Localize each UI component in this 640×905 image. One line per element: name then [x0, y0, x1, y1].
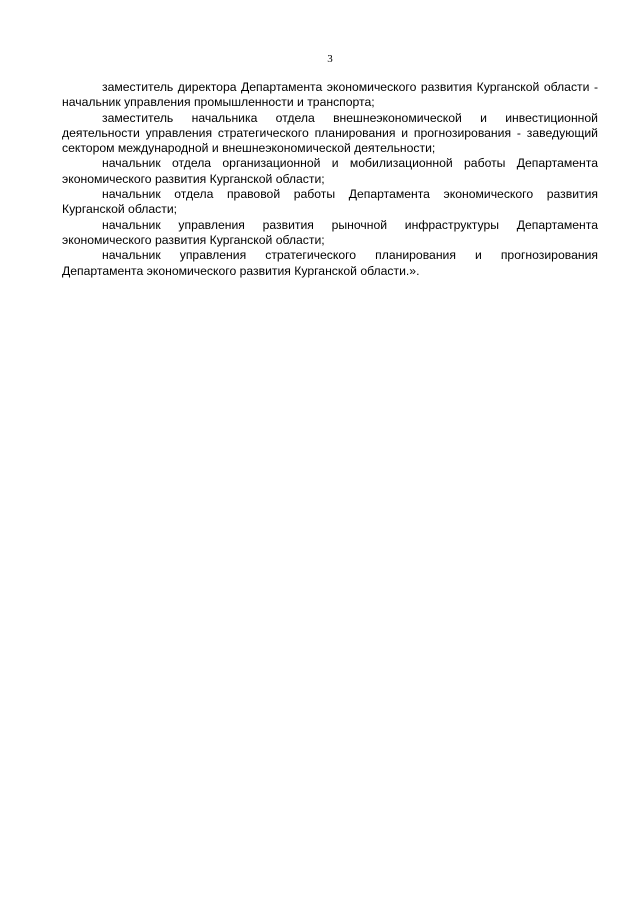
list-item: начальник отдела организационной и мобилизационной работы Департамента экономического развития Курганской области;: [62, 156, 598, 186]
list-item: заместитель директора Департамента экономического развития Курганской области - начальник управления промышленности и транспорта;: [62, 80, 598, 110]
list-item: начальник отдела правовой работы Департамента экономического развития Курганской области;: [62, 187, 598, 217]
list-item: начальник управления развития рыночной инфраструктуры Департамента экономического развития Курганской области;: [62, 217, 598, 247]
document-body: [62, 80, 598, 279]
page-number: 3: [327, 53, 333, 65]
list-item: заместитель начальника отдела внешнеэкономической и инвестиционной деятельности управления стратегического планирования и прогнозирования - заведующий сектором международной и внешнеэкономической деятельности;: [62, 110, 598, 156]
list-item: начальник управления стратегического планирования и прогнозирования Департамента экономического развития Курганской области.».: [62, 248, 598, 278]
